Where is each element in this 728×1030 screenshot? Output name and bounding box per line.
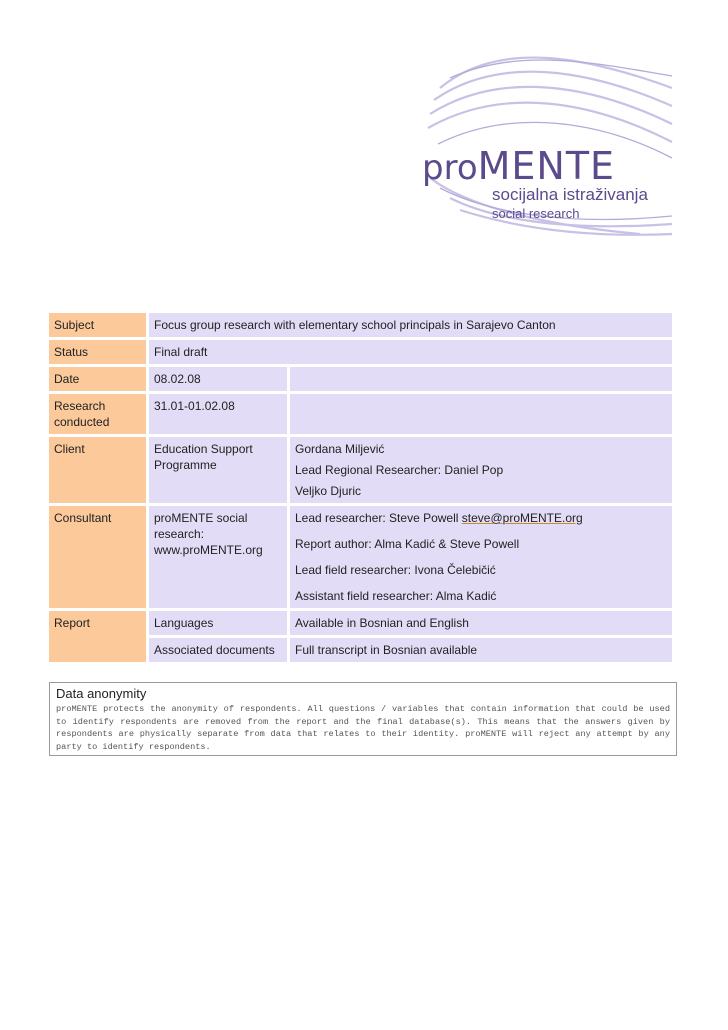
consultant-person: Assistant field researcher: Alma Kadić [295,589,497,603]
table-row-status [49,340,672,364]
anonymity-text: proMENTE protects the anonymity of respondents. All questions / variables that contain information that could be used to identify respondents are removed from the report and the final database(s). This means that the answers given by respondents are physically separate from data that relates to their identity. proMENTE will reject any attempt by any party to identify respondents. [56,704,670,752]
status-value: Final draft [149,340,672,364]
logo-subtitle-local: socijalna istraživanja [492,185,648,204]
client-person: Lead Regional Researcher: Daniel Pop [295,463,504,477]
report-label: Report [49,611,146,662]
date-value: 08.02.08 [149,367,287,391]
client-value: Education Support Programme [149,437,287,503]
date-label: Date [49,367,146,391]
documents-value: Full transcript in Bosnian available [290,638,672,662]
table-row-subject [49,313,672,337]
logo-subtitle-english: social research [492,206,580,221]
table-row-client [49,437,672,503]
client-person: Veljko Djuric [295,484,362,498]
data-anonymity-box [49,682,677,756]
date-extra [290,367,672,391]
table-row-consultant [49,506,672,608]
email-link[interactable]: steve@proMENTE.org [461,511,583,525]
client-person: Gordana Miljević [295,442,385,456]
table-row-research [49,394,672,434]
consultant-label: Consultant [49,506,146,608]
subject-value: Focus group research with elementary school principals in Sarajevo Canton [149,313,672,337]
consultant-people [290,506,672,608]
status-label: Status [49,340,146,364]
anonymity-title: Data anonymity [56,686,147,701]
table-row-date [49,367,672,391]
languages-value: Available in Bosnian and English [290,611,672,635]
languages-label: Languages [149,611,287,635]
report-info-table [46,310,675,665]
subject-label: Subject [49,313,146,337]
logo-wordmark: proMENTE [422,144,616,188]
research-label: Research conducted [49,394,146,434]
research-extra [290,394,672,434]
consultant-value: proMENTE social research: www.proMENTE.org [149,506,287,608]
documents-label: Associated documents [149,638,287,662]
promente-logo [410,48,678,238]
client-people [290,437,672,503]
consultant-person: Lead field researcher: Ivona Čelebičić [295,563,496,577]
client-label: Client [49,437,146,503]
lead-researcher: Lead researcher: Steve Powell steve@proMENTE.org [295,511,583,525]
consultant-person: Report author: Alma Kadić & Steve Powell [295,537,520,551]
table-row-languages [49,611,672,635]
research-value: 31.01-01.02.08 [149,394,287,434]
